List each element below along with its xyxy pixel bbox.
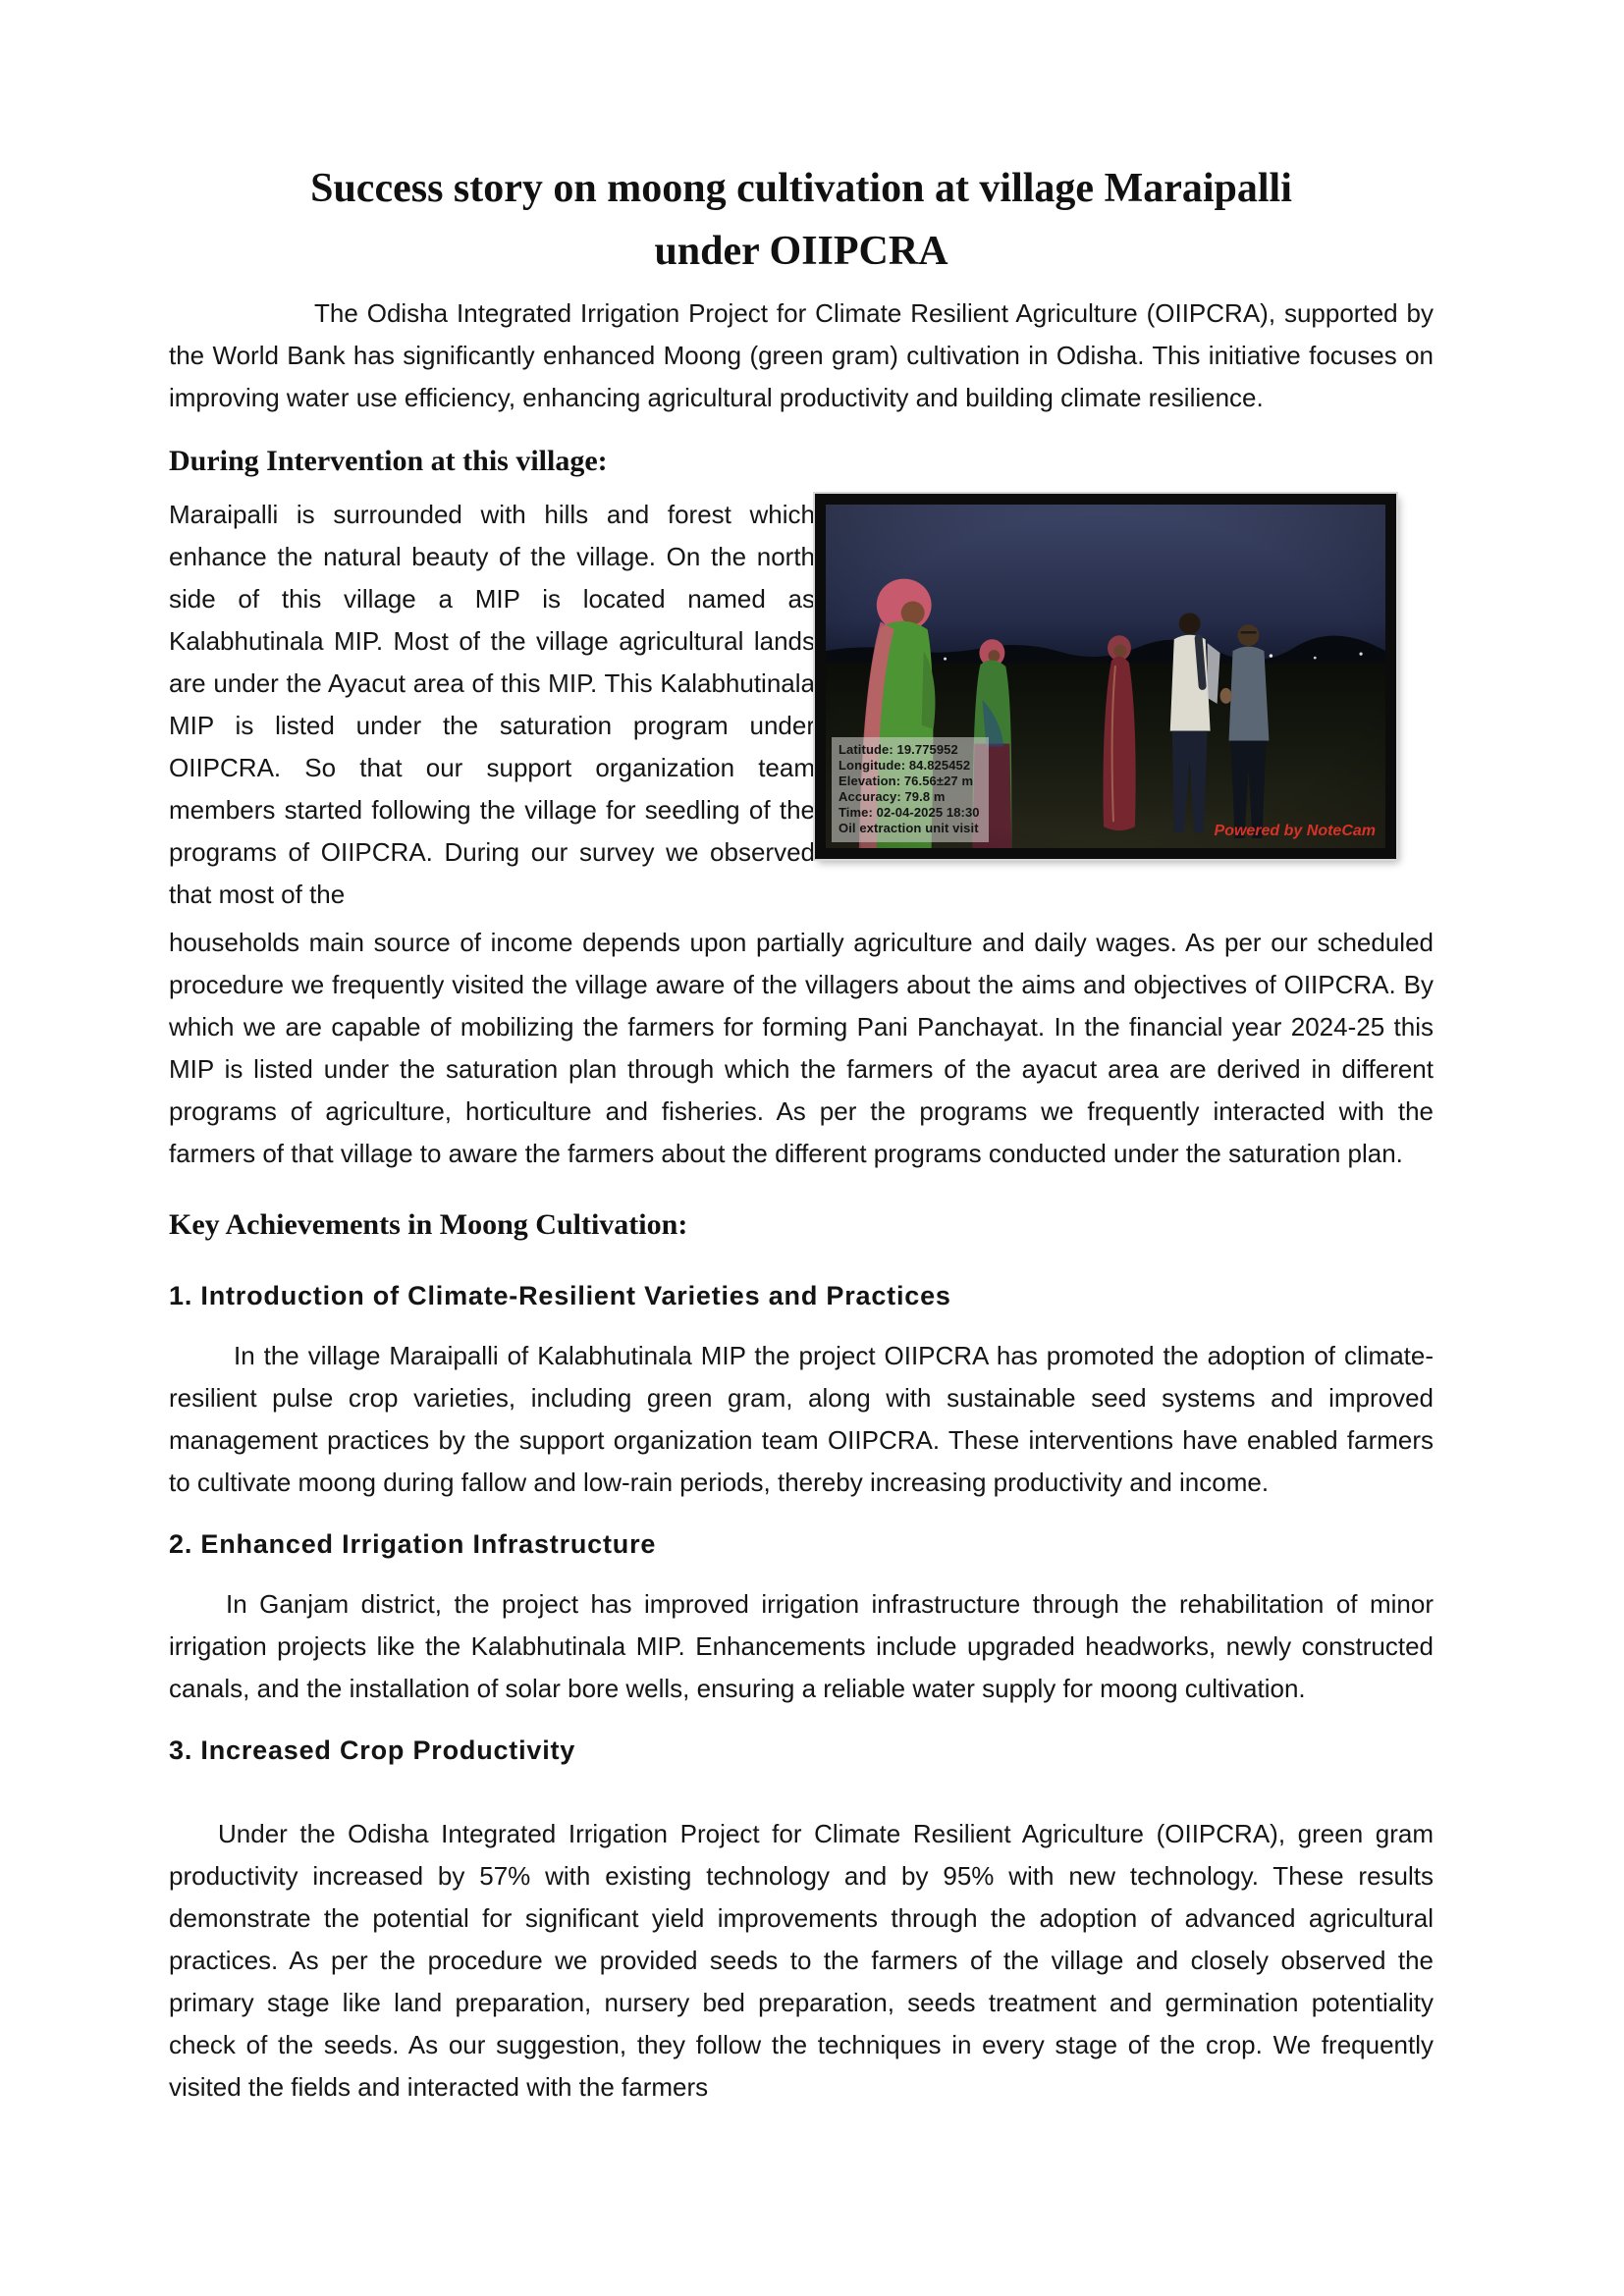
gps-time: Time: 02-04-2025 18:30 [839,805,980,820]
achievement-1-title: 1. Introduction of Climate-Resilient Varieties and Practices [169,1281,951,1310]
achievement-2-body: In Ganjam district, the project has improved irrigation infrastructure through the rehabilitation of minor irrigation projects like the Kalabhutinala MIP. Enhancements include upgraded headworks, newly constructed canals, and the installation of solar bore wells, ensuring a reliable water supply for moong cultivation. [169,1589,1434,1703]
intervention-continued-text: households main source of income depends upon partially agriculture and daily wages. As per our scheduled procedure we frequently visited the village aware of the villagers about the aims and objectives of OIIPCRA. By which we are capable of mobilizing the farmers for forming Pani Panchayat. In the financial year 2024-25 this MIP is listed under the saturation plan through which the farmers of the ayacut area are derived in different programs of agriculture, horticulture and fisheries. As per the programs we frequently interacted with the farmers of that village to aware the farmers about the different programs conducted under the saturation plan. [169,928,1434,1168]
achievement-1-body: In the village Maraipalli of Kalabhutinala MIP the project OIIPCRA has promoted the adoption of climate-resilient pulse crop varieties, including green gram, along with sustainable seed systems and improved management practices by the support organization team OIIPCRA. These interventions have enabled farmers to cultivate moong during fallow and low-rain periods, thereby increasing productivity and income. [169,1341,1434,1497]
page-title-line1: Success story on moong cultivation at village Maraipalli [310,166,1292,211]
page-title-line2: under OIIPCRA [654,229,948,274]
intro-paragraph: The Odisha Integrated Irrigation Project for Climate Resilient Agriculture (OIIPCRA), supported by the World Bank has significantly enhanced Moong (green gram) cultivation in Odisha. This initiative focuses on improving water use efficiency, enhancing agricultural productivity and building climate resilience. [169,298,1434,412]
gps-accuracy: Accuracy: 79.8 m [839,789,946,804]
gps-longitude: Longitude: 84.825452 [839,758,971,773]
page-title [169,157,1434,283]
heading-key-achievements: Key Achievements in Moong Cultivation: [169,1208,688,1241]
achievement-3-body: Under the Odisha Integrated Irrigation Project for Climate Resilient Agriculture (OIIPCRA), green gram productivity increased by 57% with existing technology and by 95% with new technology. These results demonstrate the potential for significant yield improvements through the adoption of advanced agricultural practices. As per the procedure we provided seeds to the farmers of the village and closely observed the primary stage like land preparation, nursery bed preparation, seeds treatment and germination potentiality check of the seeds. As our suggestion, they follow the techniques in every stage of the crop. We frequently visited the fields and interacted with the farmers [169,1819,1434,2102]
intervention-column-text: Maraipalli is surrounded with hills and forest which enhance the natural beauty of the village. On the north side of this village a MIP is located named as Kalabhutinala MIP. Most of the village agricultural lands are under the Ayacut area of this MIP. This Kalabhutinala MIP is listed under the saturation program under OIIPCRA. So that our support organization team members started following the village for seedling of the programs of OIIPCRA. During our survey we observed that most of the [169,500,815,909]
gps-latitude: Latitude: 19.775952 [839,742,958,757]
heading-during-intervention: During Intervention at this village: [169,445,608,477]
achievement-3-title: 3. Increased Crop Productivity [169,1735,576,1765]
intervention-columns [169,494,1434,916]
gps-note: Oil extraction unit visit [839,821,979,835]
field-visit-photo [815,494,1396,859]
achievement-2-title: 2. Enhanced Irrigation Infrastructure [169,1529,657,1559]
notecam-watermark: Powered by NoteCam [1214,823,1376,839]
gps-overlay [832,737,989,842]
gps-elevation: Elevation: 76.56±27 m [839,774,974,788]
